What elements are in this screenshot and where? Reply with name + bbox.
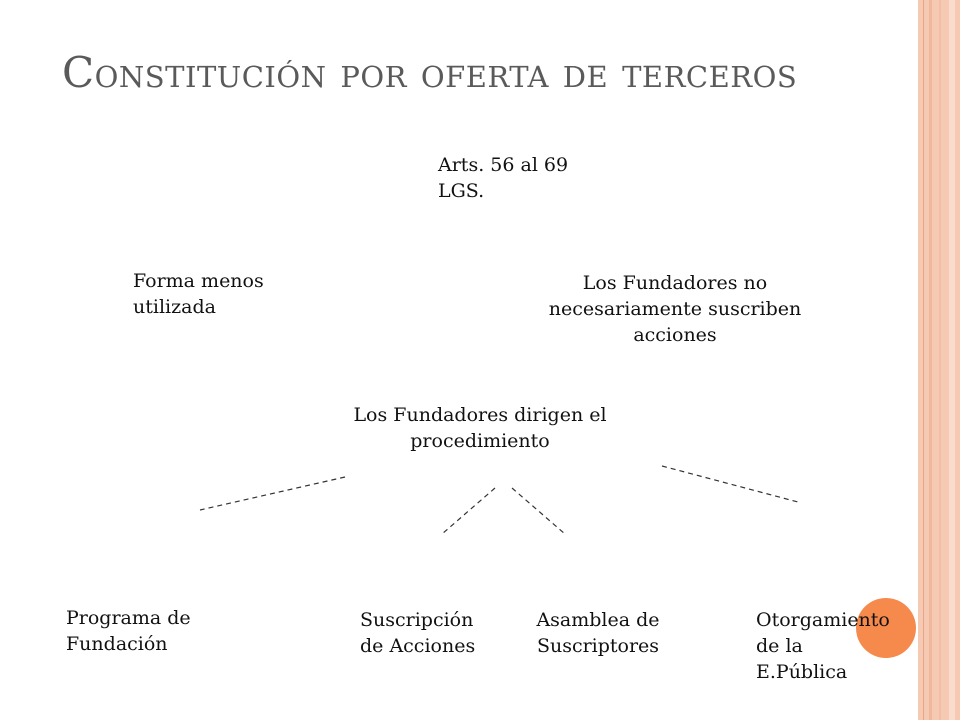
branch-node-line: E.Pública <box>756 661 848 683</box>
connector-to-suscripcion <box>442 488 495 534</box>
branch-node-line: Otorgamiento <box>756 609 890 631</box>
branch-node-line: Suscripción <box>360 609 474 631</box>
branch-node-line: de la <box>756 635 803 657</box>
branch-node-line: Suscriptores <box>536 635 660 657</box>
note-right-line: necesariamente suscriben <box>548 298 802 320</box>
note-left-line: Forma menos <box>133 270 264 292</box>
note-right-line: acciones <box>633 324 717 346</box>
branch-node-suscripcion <box>360 607 475 659</box>
legal-reference-line: LGS. <box>438 180 485 202</box>
branch-node-line: Fundación <box>66 633 168 655</box>
note-left-line: utilizada <box>133 296 216 318</box>
connector-to-programa <box>200 477 345 510</box>
branch-node-line: Programa de <box>66 607 191 629</box>
connector-to-asamblea <box>512 488 565 534</box>
branch-node-otorgamiento <box>756 607 890 685</box>
branch-node-line: de Acciones <box>360 635 476 657</box>
branch-node-line: Asamblea de <box>536 609 660 631</box>
connector-to-otorgamiento <box>662 466 798 502</box>
root-node-line: Los Fundadores dirigen el <box>353 404 607 426</box>
root-node-line: procedimiento <box>410 430 550 452</box>
slide-title: Constitución por oferta de terceros <box>62 48 798 97</box>
branch-node-programa <box>66 605 191 657</box>
branch-node-asamblea <box>520 607 676 659</box>
note-right-line: Los Fundadores no <box>582 272 768 294</box>
legal-reference-line: Arts. 56 al 69 <box>438 154 569 176</box>
